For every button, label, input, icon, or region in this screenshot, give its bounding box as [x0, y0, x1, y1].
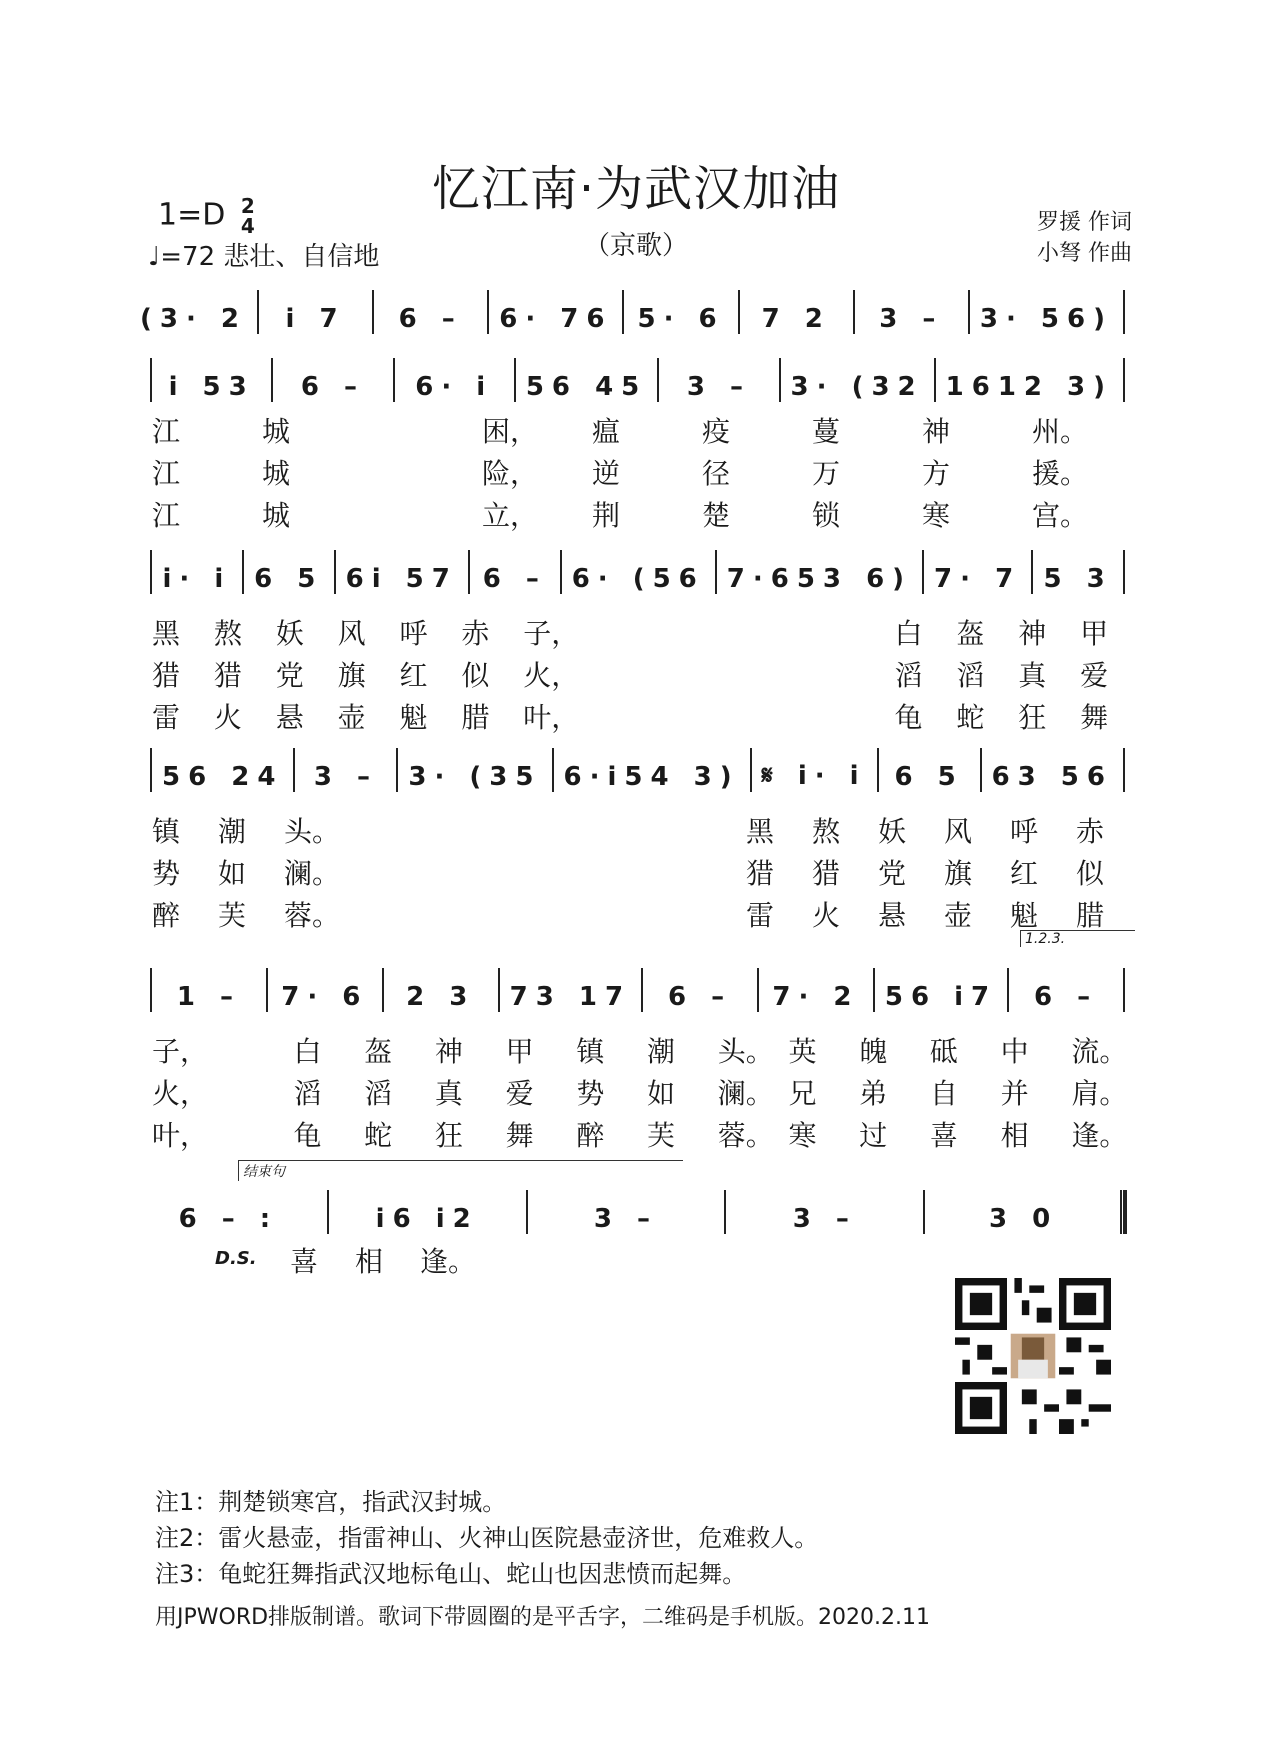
barline — [498, 968, 500, 1012]
lyric-char: 寒 — [788, 1119, 817, 1152]
measure: 3· (35 — [408, 762, 542, 792]
lyric-line — [152, 612, 1142, 652]
barline — [150, 748, 152, 792]
lyric-char — [416, 852, 482, 892]
lyric-char — [680, 852, 746, 892]
lyric-char: 神 — [922, 415, 951, 448]
measure: i6 i2 — [375, 1204, 479, 1234]
barline — [1123, 358, 1125, 402]
measure: 𝄋 i· i — [761, 761, 867, 791]
lyric-char: 并 — [1000, 1077, 1029, 1110]
lyric-char: 荆 — [592, 499, 621, 532]
barline — [757, 968, 759, 1012]
lyric-char: 赤 — [461, 617, 490, 650]
measure: 1 – — [176, 982, 242, 1012]
lyric-char — [614, 810, 680, 850]
barline — [560, 550, 562, 594]
lyric-char: 英 — [788, 1035, 817, 1068]
lyric-char: 如 — [218, 857, 247, 890]
measure: 6 5 — [894, 762, 964, 792]
barline — [242, 550, 244, 594]
lyric-char: 滔 — [956, 659, 985, 692]
barline — [657, 358, 659, 402]
lyric-char: 猎 — [746, 857, 775, 890]
barline — [980, 748, 982, 792]
barline — [779, 358, 781, 402]
lyric-char: 旗 — [337, 659, 366, 692]
lyric-char: 叶， — [523, 701, 580, 734]
measure: 6 – — [1033, 982, 1099, 1012]
notation-row — [140, 358, 1135, 402]
lyric-char: 似 — [461, 659, 490, 692]
lyric-char — [223, 1030, 294, 1070]
measure: 2 3 — [406, 982, 476, 1012]
lyric-char — [709, 612, 771, 652]
lyric-char: 龟 — [293, 1119, 322, 1152]
lyric-char: 澜。 — [284, 857, 341, 890]
lyric-char: 弟 — [859, 1077, 888, 1110]
measure: 3 – — [686, 372, 751, 402]
barline — [622, 290, 624, 334]
lyric-char: 红 — [399, 659, 428, 692]
measure: 6 – — [482, 564, 547, 594]
lyric-char: 楚 — [702, 499, 731, 532]
lyric-char: 潮 — [218, 815, 247, 848]
lyric-char: 江 — [152, 499, 181, 532]
lyric-char: 万 — [812, 457, 841, 490]
lyric-char: 澜。 — [717, 1077, 774, 1110]
barline — [334, 550, 336, 594]
lyric-char: 流。 — [1071, 1035, 1128, 1068]
lyric-char: 醉 — [152, 899, 181, 932]
lyric-char: 势 — [576, 1077, 605, 1110]
lyric-char: 疫 — [702, 415, 731, 448]
barline — [327, 1190, 329, 1234]
lyric-char: 白 — [894, 617, 923, 650]
lyric-char — [223, 1114, 294, 1154]
lyric-char: 悬 — [878, 899, 907, 932]
notation-row — [140, 748, 1135, 792]
lyric-char — [680, 894, 746, 934]
lyric-char: 舞 — [505, 1119, 534, 1152]
measure: 6i 57 — [345, 564, 458, 594]
lyric-char: 子， — [152, 1035, 209, 1068]
measure: (3· 2 — [140, 304, 247, 334]
barline — [724, 1190, 726, 1234]
footnote-2: 注2：雷火悬壶，指雷神山、火神山医院悬壶济世，危难救人。 — [155, 1524, 819, 1552]
lyric-char: 悬 — [275, 701, 304, 734]
lyric-line — [152, 810, 1142, 850]
lyric-char: 甲 — [1080, 617, 1109, 650]
lyric-char — [614, 852, 680, 892]
barline — [396, 748, 398, 792]
measure: 6·i54 3) — [563, 762, 740, 792]
lyric-char: 芙 — [647, 1119, 676, 1152]
lyric-char: 红 — [1010, 857, 1039, 890]
lyric-char: 黑 — [746, 815, 775, 848]
lyric-char: 甲 — [505, 1035, 534, 1068]
key-label: 1=D — [158, 197, 226, 233]
lyric-char: 风 — [944, 815, 973, 848]
barline — [853, 290, 855, 334]
lyric-char — [482, 852, 548, 892]
lyric-char — [585, 654, 647, 694]
lyric-char: 盔 — [364, 1035, 393, 1068]
lyric-char: 熬 — [213, 617, 242, 650]
lyric-char: 援。 — [1032, 457, 1089, 490]
lyric-char: 腊 — [461, 701, 490, 734]
lyric-char: 城 — [262, 457, 291, 490]
lyric-char: 子， — [523, 617, 580, 650]
lyric-char — [372, 410, 482, 450]
lyric-char — [548, 810, 614, 850]
lyric-char: 蔓 — [812, 415, 841, 448]
lyric-char: 滔 — [293, 1077, 322, 1110]
lyric-char: 方 — [922, 457, 951, 490]
lyric-char: 狂 — [434, 1119, 463, 1152]
measure: 5· 6 — [637, 304, 725, 334]
barline — [873, 968, 875, 1012]
score-title: 忆江南·为武汉加油 — [431, 161, 841, 217]
lyric-char: 江 — [152, 415, 181, 448]
lyric-char: 火， — [523, 659, 580, 692]
lyric-char — [585, 696, 647, 736]
lyric-char: 神 — [434, 1035, 463, 1068]
barline — [923, 1190, 925, 1234]
lyric-line — [152, 894, 1142, 934]
barline — [641, 968, 643, 1012]
barline — [715, 550, 717, 594]
barline — [393, 358, 395, 402]
barline — [934, 358, 936, 402]
lyric-line — [152, 852, 1142, 892]
measure: 7 2 — [761, 304, 831, 334]
lyric-char: 熬 — [812, 815, 841, 848]
lyric-line — [152, 1114, 1142, 1154]
lyric-char: 寒 — [922, 499, 951, 532]
lyric-char: 白 — [293, 1035, 322, 1068]
lyric-char: 党 — [878, 857, 907, 890]
measure: 56 24 — [162, 762, 284, 792]
lyric-char — [771, 654, 833, 694]
footnote-1: 注1：荆楚锁寒宫，指武汉封城。 — [155, 1488, 507, 1516]
lyric-char — [680, 810, 746, 850]
notation-row — [140, 1190, 1135, 1234]
barline — [293, 748, 295, 792]
barline — [1031, 550, 1033, 594]
lyric-char: 险， — [482, 457, 539, 490]
composer-credit: 小弩 作曲 — [1037, 241, 1132, 266]
measure: 7· 7 — [934, 564, 1022, 594]
lyric-char: 蓉。 — [284, 899, 341, 932]
measure: i 53 — [168, 372, 255, 402]
lyric-char — [548, 852, 614, 892]
lyric-char: 党 — [275, 659, 304, 692]
measure: 6 – — [300, 372, 365, 402]
lyric-char: 似 — [1076, 857, 1105, 890]
lyric-char: 雷 — [152, 701, 181, 734]
lyric-char: 魄 — [859, 1035, 888, 1068]
lyric-char: 相 — [355, 1245, 384, 1278]
lyric-char: 头。 — [284, 815, 341, 848]
measure: i 7 — [285, 304, 346, 334]
lyric-line — [152, 452, 1142, 492]
barline — [968, 290, 970, 334]
notation-row — [140, 968, 1135, 1012]
lyric-char: 醉 — [576, 1119, 605, 1152]
qr-code[interactable] — [955, 1278, 1111, 1434]
lyric-char: 蛇 — [956, 701, 985, 734]
lyric-char: 火， — [152, 1077, 209, 1110]
lyric-line — [152, 696, 1142, 736]
measure: 6· 76 — [499, 304, 613, 334]
lyric-char: 风 — [337, 617, 366, 650]
lyric-char — [416, 894, 482, 934]
lyric-char: 镇 — [152, 815, 181, 848]
lyric-char: 火 — [213, 701, 242, 734]
measure: 6 – : — [178, 1204, 279, 1234]
measure: 63 56 — [991, 762, 1113, 792]
lyric-char: 喜 — [290, 1245, 319, 1278]
lyric-line — [152, 410, 1142, 450]
time-top: 2 — [240, 194, 255, 218]
notation-row — [140, 550, 1135, 594]
lyric-char — [771, 696, 833, 736]
volta-bracket: 1.2.3. — [1020, 930, 1135, 947]
lyric-char: 真 — [1018, 659, 1047, 692]
lyric-char: 魁 — [399, 701, 428, 734]
measure: 6· i — [415, 372, 494, 402]
key-signature — [158, 196, 255, 236]
measure: 3 – — [879, 304, 944, 334]
measure: 5 3 — [1043, 564, 1113, 594]
lyric-char: 壶 — [944, 899, 973, 932]
measure: 6 – — [667, 982, 733, 1012]
lyric-line — [152, 1030, 1142, 1070]
lyric-char: 妖 — [878, 815, 907, 848]
barline — [1007, 968, 1009, 1012]
lyric-char — [647, 612, 709, 652]
measure: 7·653 6) — [726, 564, 913, 594]
ending-bracket: 结束句 — [238, 1160, 683, 1181]
lyric-char: 魁 — [1010, 899, 1039, 932]
time-signature — [241, 196, 255, 236]
barline — [1123, 968, 1125, 1012]
lyric-line — [225, 1240, 485, 1280]
qr-code-icon — [955, 1278, 1111, 1434]
lyric-char — [223, 1072, 294, 1112]
lyric-char: 壶 — [337, 701, 366, 734]
measure: 3 – — [313, 762, 378, 792]
measure: i· i — [162, 564, 232, 594]
dal-segno-marking: D.S. — [215, 1248, 257, 1269]
lyric-char: 雷 — [746, 899, 775, 932]
lyric-char: 过 — [859, 1119, 888, 1152]
barline — [150, 358, 152, 402]
lyric-char: 镇 — [576, 1035, 605, 1068]
measure: 7· 6 — [281, 982, 369, 1012]
lyric-char — [350, 852, 416, 892]
lyric-char — [647, 654, 709, 694]
lyricist-credit: 罗援 作词 — [1037, 210, 1132, 235]
score-subtitle: （京歌） — [583, 231, 688, 261]
lyric-char: 逢。 — [1071, 1119, 1128, 1152]
measure: 56 45 — [525, 372, 648, 402]
lyric-char: 赤 — [1076, 815, 1105, 848]
lyric-char — [585, 612, 647, 652]
lyric-char: 州。 — [1032, 415, 1089, 448]
lyric-char — [709, 654, 771, 694]
barline — [487, 290, 489, 334]
lyric-char — [350, 810, 416, 850]
lyric-char — [709, 696, 771, 736]
lyric-char: 叶， — [152, 1119, 209, 1152]
lyric-char: 滔 — [364, 1077, 393, 1110]
lyric-char: 妖 — [275, 617, 304, 650]
measure: 6 – — [398, 304, 463, 334]
lyric-char — [482, 894, 548, 934]
lyric-char: 爱 — [1080, 659, 1109, 692]
measure: 73 17 — [509, 982, 632, 1012]
lyric-char: 黑 — [152, 617, 181, 650]
footer-note: 用JPWORD排版制谱。歌词下带圆圈的是平舌字，二维码是手机版。2020.2.11 — [155, 1605, 931, 1630]
lyric-char: 猎 — [812, 857, 841, 890]
lyric-char: 锁 — [812, 499, 841, 532]
lyric-char: 砥 — [929, 1035, 958, 1068]
lyric-char: 势 — [152, 857, 181, 890]
lyric-char: 江 — [152, 457, 181, 490]
lyric-char: 真 — [434, 1077, 463, 1110]
barline — [514, 358, 516, 402]
barline — [1120, 1190, 1127, 1234]
lyric-char: 龟 — [894, 701, 923, 734]
measure: 3 – — [593, 1204, 659, 1234]
notation-row — [140, 290, 1135, 334]
lyric-char: 自 — [929, 1077, 958, 1110]
lyric-char — [350, 894, 416, 934]
barline — [372, 290, 374, 334]
lyric-char: 城 — [262, 415, 291, 448]
lyric-char — [833, 612, 895, 652]
barline — [1123, 290, 1125, 334]
lyric-char — [225, 1240, 290, 1280]
lyric-char: 旗 — [944, 857, 973, 890]
barline — [1123, 748, 1125, 792]
lyric-char: 逢。 — [420, 1245, 477, 1278]
lyric-char — [372, 452, 482, 492]
lyric-char — [614, 894, 680, 934]
lyric-char: 呼 — [399, 617, 428, 650]
lyric-char: 神 — [1018, 617, 1047, 650]
measure: 3 0 — [988, 1204, 1059, 1234]
lyric-char: 逆 — [592, 457, 621, 490]
lyric-char: 滔 — [894, 659, 923, 692]
lyric-char: 呼 — [1010, 815, 1039, 848]
barline — [738, 290, 740, 334]
measure: 6 5 — [254, 564, 324, 594]
measure: 3· (32 — [790, 372, 924, 402]
lyric-char: 困， — [482, 415, 539, 448]
barline — [468, 550, 470, 594]
lyric-char: 猎 — [152, 659, 181, 692]
lyric-char: 头。 — [717, 1035, 774, 1068]
lyric-char: 蓉。 — [717, 1119, 774, 1152]
lyric-char: 芙 — [218, 899, 247, 932]
lyric-char: 如 — [647, 1077, 676, 1110]
lyric-char — [833, 696, 895, 736]
barline — [266, 968, 268, 1012]
measure: 56 i7 — [884, 982, 998, 1012]
barline — [922, 550, 924, 594]
lyric-char: 潮 — [647, 1035, 676, 1068]
barline — [382, 968, 384, 1012]
time-bottom: 4 — [240, 214, 255, 238]
barline — [1123, 550, 1125, 594]
tempo-marking: ♩=72 悲壮、自信地 — [148, 242, 380, 272]
lyric-line — [152, 494, 1142, 534]
lyric-char: 火 — [812, 899, 841, 932]
lyric-line — [152, 654, 1142, 694]
lyric-char: 狂 — [1018, 701, 1047, 734]
lyric-char — [372, 494, 482, 534]
lyric-char — [416, 810, 482, 850]
lyric-line — [152, 1072, 1142, 1112]
lyric-char: 舞 — [1080, 701, 1109, 734]
lyric-char: 肩。 — [1071, 1077, 1128, 1110]
measure: 1612 3) — [945, 372, 1114, 402]
footnote-3: 注3：龟蛇狂舞指武汉地标龟山、蛇山也因悲愤而起舞。 — [155, 1560, 747, 1588]
measure: 6· (56 — [571, 564, 705, 594]
barline — [271, 358, 273, 402]
barline — [552, 748, 554, 792]
lyric-char — [482, 810, 548, 850]
lyric-char: 喜 — [929, 1119, 958, 1152]
barline — [526, 1190, 528, 1234]
lyric-char — [771, 612, 833, 652]
lyric-char: 腊 — [1076, 899, 1105, 932]
lyric-char: 宫。 — [1032, 499, 1089, 532]
lyric-char: 径 — [702, 457, 731, 490]
measure: 3· 56) — [979, 304, 1113, 334]
lyric-char: 城 — [262, 499, 291, 532]
barline — [877, 748, 879, 792]
lyric-char: 蛇 — [364, 1119, 393, 1152]
measure: 7· 2 — [772, 982, 860, 1012]
lyric-char: 盔 — [956, 617, 985, 650]
measure: 3 – — [792, 1204, 857, 1234]
barline — [150, 550, 152, 594]
lyric-char: 爱 — [505, 1077, 534, 1110]
lyric-char: 瘟 — [592, 415, 621, 448]
lyric-char: 相 — [1000, 1119, 1029, 1152]
barline — [750, 748, 752, 792]
lyric-char: 中 — [1000, 1035, 1029, 1068]
lyric-char: 立， — [482, 499, 539, 532]
barline — [257, 290, 259, 334]
lyric-char — [647, 696, 709, 736]
lyric-char — [548, 894, 614, 934]
barline — [150, 968, 152, 1012]
lyric-char: 兄 — [788, 1077, 817, 1110]
lyric-char: 猎 — [213, 659, 242, 692]
lyric-char — [833, 654, 895, 694]
